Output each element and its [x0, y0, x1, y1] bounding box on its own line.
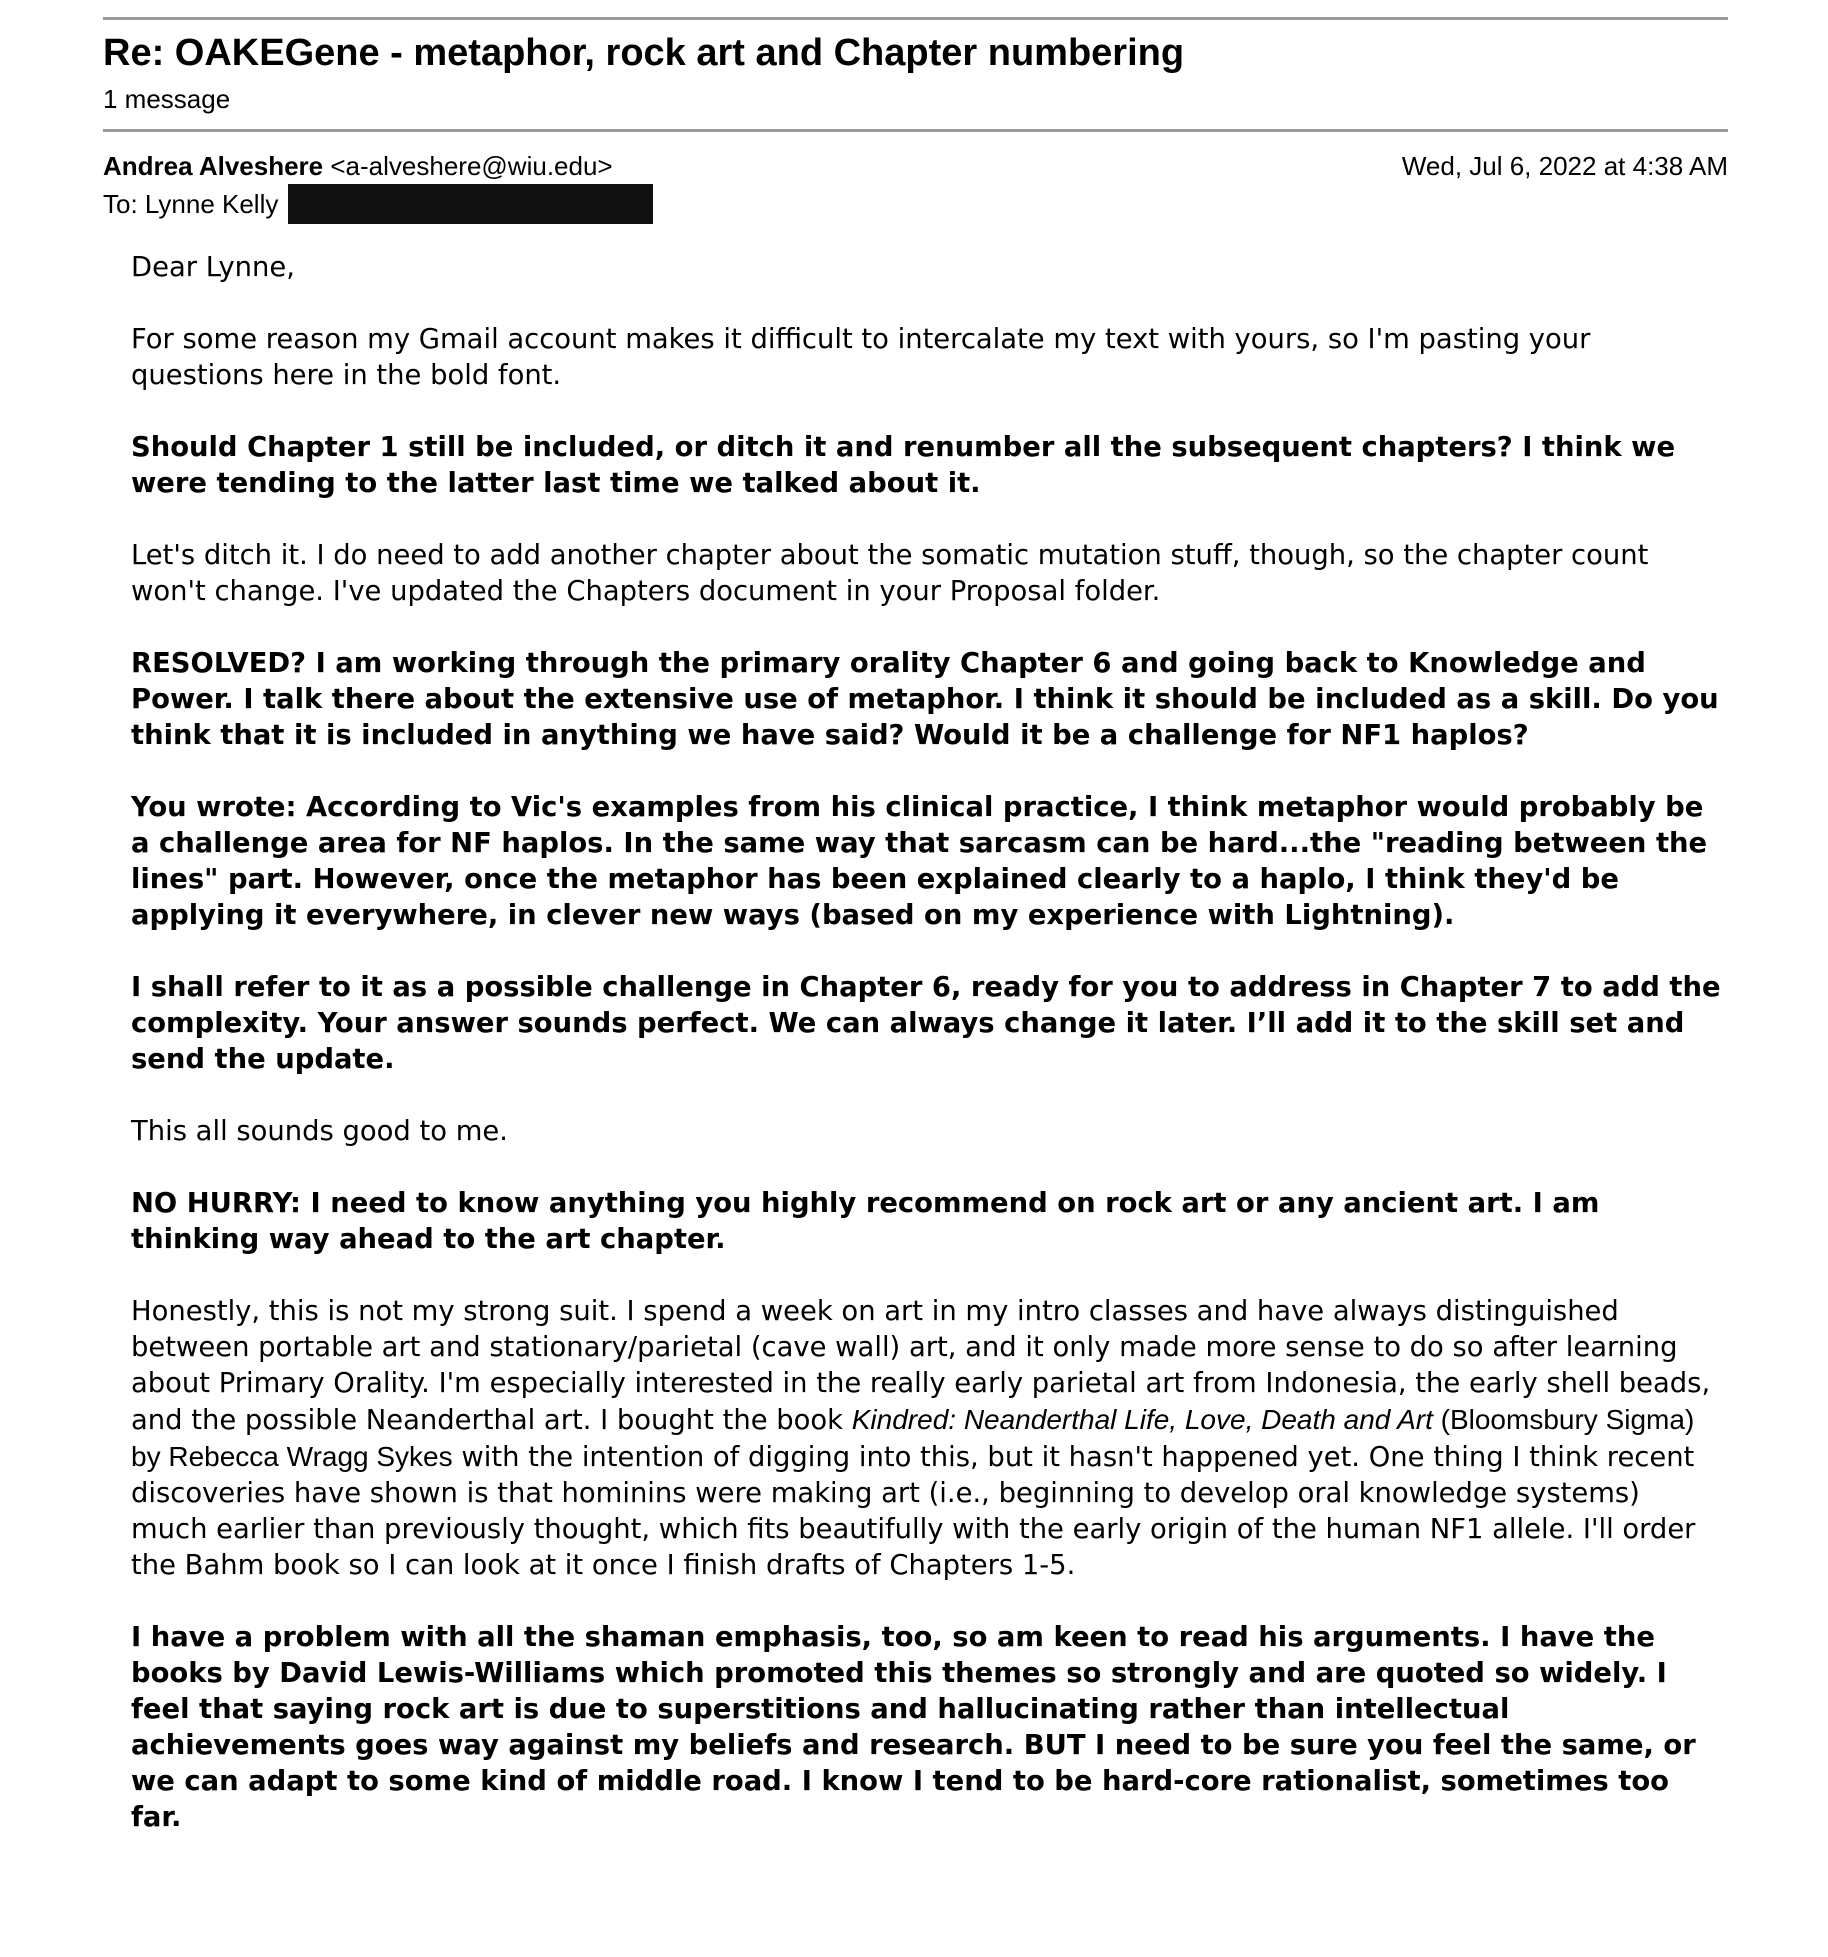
message-count: 1 message: [103, 84, 231, 114]
body-paragraph: Let's ditch it. I do need to add another chapter about the somatic mutation stuff, though, so the chapter count won't change. I've updated the Chapters document in your Proposal folder.: [131, 540, 1649, 607]
sender-name[interactable]: Andrea Alveshere: [103, 151, 324, 181]
redacted-email-block: [288, 184, 653, 224]
sent-date: Wed, Jul 6, 2022 at 4:38 AM: [1401, 151, 1728, 181]
header-divider: [103, 129, 1728, 132]
top-divider: [103, 17, 1728, 20]
body-text: with the intention of digging into this, but it hasn't happened yet. One thing I think recent discoveries have shown is that hominins were making art (i.e., beginning to develop oral knowledge systems) much earlier than previously thought, which fits beautifully with the early origin of the human NF1 allele. I'll order the Bahm book so I can look at it once I finish drafts of Chapters 1-5.: [131, 1442, 1696, 1581]
greeting: Dear Lynne,: [131, 252, 295, 283]
quoted-question: NO HURRY: I need to know anything you highly recommend on rock art or any ancient art. I am thinking way ahead to the art chapter.: [131, 1188, 1600, 1255]
recipient-line: [103, 184, 653, 224]
sender-email[interactable]: <a-alveshere@wiu.edu>: [330, 151, 613, 181]
quoted-question: RESOLVED? I am working through the primary orality Chapter 6 and going back to Knowledge and Power. I talk there about the extensive use of metaphor. I think it should be included as a skill. Do you think that it is included in anything we have said? Would it be a challenge for NF1 haplos?: [131, 648, 1719, 751]
body-paragraph: For some reason my Gmail account makes it difficult to intercalate my text with yours, so I'm pasting your questions here in the bold font.: [131, 324, 1591, 391]
quoted-question: I shall refer to it as a possible challenge in Chapter 6, ready for you to address in Chapter 7 to add the complexity. Your answer sounds perfect. We can always change it later. I’ll add it to the skill set and send the update.: [131, 972, 1721, 1075]
quoted-question: You wrote: According to Vic's examples from his clinical practice, I think metaphor would probably be a challenge area for NF haplos. In the same way that sarcasm can be hard...the "reading between the lines" part. However, once the metaphor has been explained clearly to a haplo, I think they'd be applying it everywhere, in clever new ways (based on my experience with Lightning).: [131, 792, 1708, 931]
sender-line: [103, 151, 613, 182]
body-paragraph: [131, 1294, 1721, 1584]
email-body: [131, 250, 1721, 1872]
body-paragraph: This all sounds good to me.: [131, 1116, 508, 1147]
email-subject: Re: OAKEGene - metaphor, rock art and Chapter numbering: [103, 32, 1185, 74]
body-text: Honestly, this is not my strong suit. I spend a week on art in my intro classes and have always distinguished between portable art and stationary/parietal (cave wall) art, and it only made more sense to do so after learning about Primary Orality. I'm especially interested in the really early parietal art from Indonesia, the early shell beads, and the possible Neanderthal art. I bought the book: [131, 1296, 1711, 1436]
quoted-question: Should Chapter 1 still be included, or ditch it and renumber all the subsequent chapters? I think we were tending to the latter last time we talked about it.: [131, 432, 1676, 499]
book-title: Kindred: Neanderthal Life, Love, Death and Art: [851, 1404, 1433, 1435]
quoted-question: I have a problem with all the shaman emphasis, too, so am keen to read his arguments. I have the books by David Lewis-Williams which promoted this themes so strongly and are quoted so widely. I feel that saying rock art is due to superstitions and hallucinating rather than intellectual achievements goes way against my beliefs and research. BUT I need to be sure you feel the same, or we can adapt to some kind of middle road. I know I tend to be hard-core rationalist, sometimes too far.: [131, 1622, 1696, 1833]
book-publisher: (Bloomsbury Sigma) by Rebecca Wragg Sykes: [131, 1404, 1695, 1472]
recipient: To: Lynne Kelly: [103, 189, 279, 219]
